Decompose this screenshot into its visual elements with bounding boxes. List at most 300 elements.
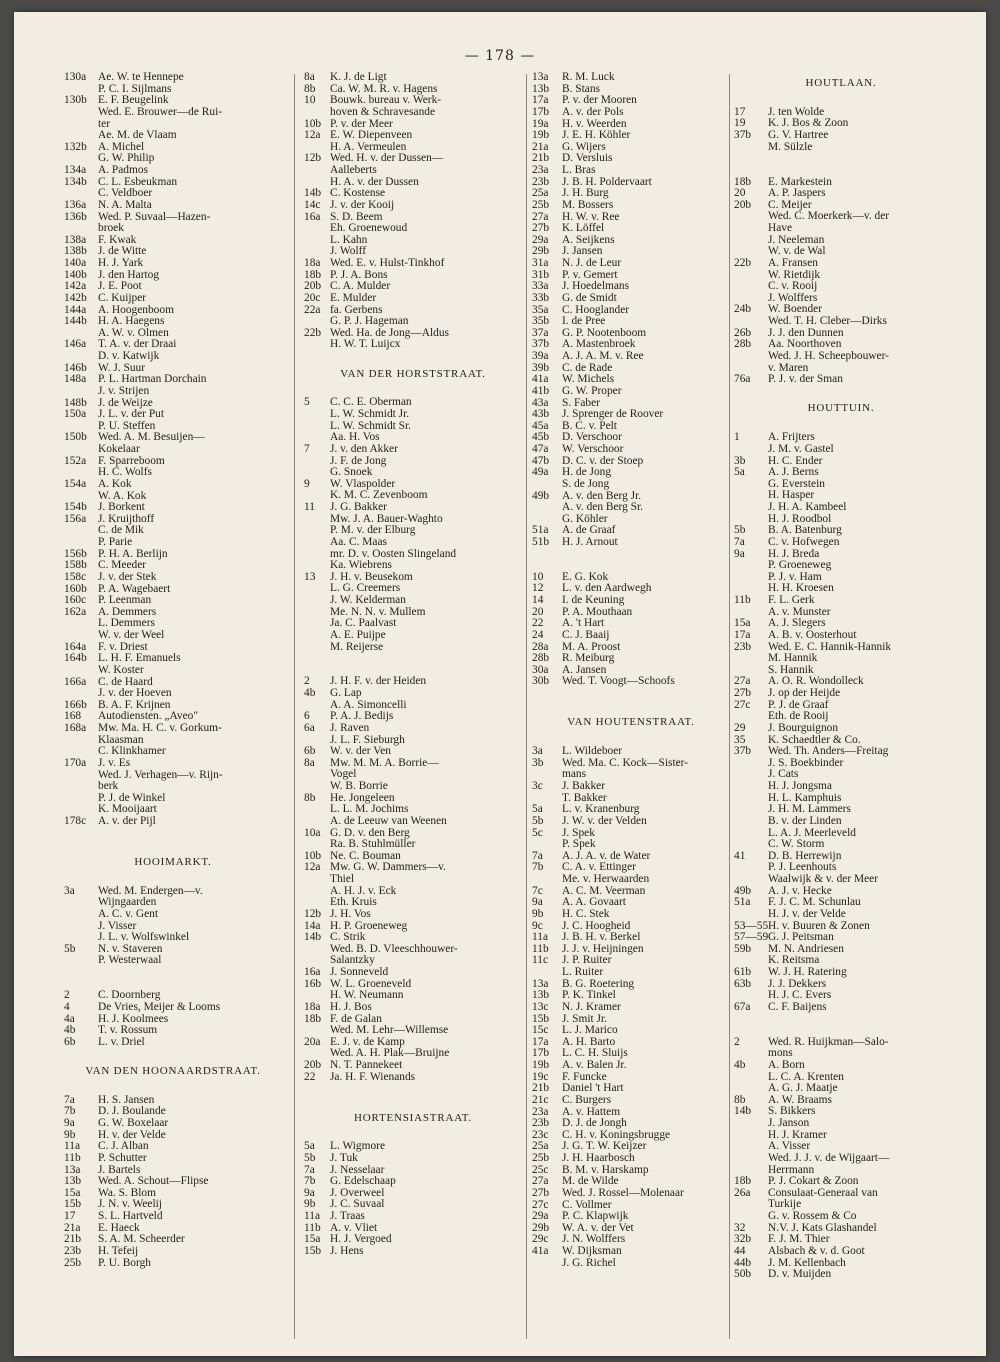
directory-entry (734, 118, 948, 130)
directory-entry (532, 1234, 730, 1246)
directory-entry (734, 1269, 948, 1281)
directory-entry (304, 781, 522, 793)
directory-entry (734, 211, 948, 223)
resident-name: S. Bikkers (768, 1106, 816, 1118)
resident-name: J. Traas (330, 1211, 365, 1223)
house-number: 12 (532, 582, 544, 595)
directory-entry (304, 944, 522, 956)
resident-name: Aa. Noorthoven (768, 339, 842, 351)
house-number: 59b (734, 942, 752, 955)
directory-entry (304, 642, 522, 654)
directory-entry (532, 107, 730, 119)
directory-entry (64, 1153, 282, 1165)
resident-name: C. v. Hofwegen (768, 536, 840, 548)
directory-entry (64, 432, 282, 444)
house-number: 20 (532, 605, 544, 618)
resident-name: T. A. v. der Draai (98, 339, 177, 351)
house-number: 30a (532, 663, 549, 676)
house-number (734, 1153, 768, 1165)
resident-name: L. C. A. Krenten (768, 1071, 844, 1083)
directory-entry (304, 432, 522, 444)
directory-entry (532, 386, 730, 398)
resident-name: C. de Mik (98, 525, 144, 537)
resident-name: A. Demmers (98, 606, 157, 618)
directory-entry (64, 235, 282, 247)
directory-entry (734, 746, 948, 758)
directory-entry (304, 549, 522, 561)
directory-entry (304, 1037, 522, 1049)
house-number: 43b (532, 408, 550, 421)
resident-name: E. G. Kok (562, 571, 609, 583)
directory-entry (64, 665, 282, 677)
resident-name: T. v. Rossum (98, 1025, 158, 1037)
resident-name: Daniel 't Hart (562, 1083, 624, 1095)
directory-entry (734, 595, 948, 607)
resident-name: J. Nesselaar (330, 1164, 385, 1176)
house-number: 35b (532, 315, 550, 328)
resident-name: N. v. Staveren (98, 943, 163, 955)
house-number (734, 1199, 768, 1211)
house-number: 27a (532, 1175, 549, 1188)
directory-entry (64, 409, 282, 421)
resident-name: A. W. Braams (768, 1094, 832, 1106)
resident-name: J. Wolffers (768, 292, 818, 304)
directory-entry (734, 456, 948, 468)
resident-name: A. Michel (98, 141, 145, 153)
house-number: 8a (304, 71, 315, 83)
directory-entry (64, 1106, 282, 1118)
resident-name: C. W. Storm (768, 839, 825, 851)
house-number (734, 560, 768, 572)
house-number: 168 (64, 710, 82, 723)
directory-entry (734, 1258, 948, 1270)
directory-entry (532, 491, 730, 503)
directory-entry (734, 270, 948, 282)
resident-name: Mw. J. A. Bauer-Waghto (330, 513, 443, 525)
house-number (734, 444, 768, 456)
resident-name: Bouwk. bureau v. Werk- (330, 95, 442, 107)
directory-entry (532, 897, 730, 909)
resident-name: K. Schaedtler & Co. (768, 734, 861, 746)
resident-name: W. Dijksman (562, 1246, 622, 1258)
house-number: 21a (64, 1221, 81, 1234)
house-number (64, 665, 98, 677)
resident-name: J. P. Ruiter (562, 955, 612, 967)
spacer (734, 153, 948, 165)
house-number (734, 211, 768, 223)
directory-entry (734, 258, 948, 270)
house-number: 45a (532, 419, 549, 432)
resident-name: M. N. Andriesen (768, 943, 844, 955)
resident-name: S. L. Hartveld (98, 1211, 163, 1223)
directory-entry (734, 642, 948, 654)
house-number: 11a (64, 1140, 81, 1153)
resident-name: J. J. den Dunnen (768, 327, 844, 339)
house-number: 21a (532, 140, 549, 153)
house-number: 24b (734, 303, 752, 316)
directory-entry (734, 316, 948, 328)
directory-entry (532, 955, 730, 967)
resident-name: Ja. H. F. Wienands (330, 1071, 416, 1083)
house-number: 148b (64, 396, 87, 409)
resident-name: S. A. M. Scheerder (98, 1234, 185, 1246)
resident-name: H. J. Arnout (562, 537, 618, 548)
resident-name: Wed. Ma. C. Kock—Sister- (562, 757, 689, 769)
resident-name: F. Sparreboom (98, 455, 165, 467)
street-heading: VAN DEN HOONAARDSTRAAT. (85, 1065, 261, 1078)
resident-name: Wed. A. H. Plak—Bruijne (330, 1048, 450, 1060)
directory-entry (304, 583, 522, 595)
house-number: 21b (64, 1233, 82, 1246)
resident-name: P. U. Borgh (98, 1257, 151, 1269)
directory-entry (734, 630, 948, 642)
house-number: 4b (734, 1058, 746, 1071)
directory-entry (532, 72, 730, 84)
directory-entry (532, 177, 730, 189)
house-number (304, 595, 330, 607)
directory-entry (734, 1223, 948, 1235)
resident-name: A. v. den Berg Jr. (562, 490, 642, 502)
resident-name: Have (768, 223, 793, 235)
resident-name: I. de Keuning (562, 595, 625, 607)
directory-entry (64, 781, 282, 793)
house-number: 9b (64, 1128, 76, 1141)
directory-entry (734, 177, 948, 189)
resident-name: K. Löffel (562, 223, 605, 235)
directory-entry (304, 1246, 522, 1258)
directory-entry (532, 1014, 730, 1026)
resident-name: broek (98, 223, 124, 235)
spacer (532, 700, 730, 712)
house-number (734, 502, 768, 514)
resident-name: P. J. de Graaf (768, 699, 829, 711)
resident-name: W. B. Borrie (330, 781, 388, 793)
directory-entry (304, 1223, 522, 1235)
resident-name: L. A. J. Meerleveld (768, 827, 856, 839)
resident-name: H. C. Ender (768, 455, 823, 467)
resident-name: W. Vlaspolder (330, 478, 396, 490)
resident-name: Wed. H. v. der Dussen— (330, 153, 444, 165)
house-number: 10b (304, 849, 322, 862)
directory-entry (304, 316, 522, 328)
house-number: 29a (532, 1210, 549, 1223)
resident-name: G. P. J. Hageman (330, 316, 409, 328)
directory-entry (734, 560, 948, 572)
resident-name: D. v. Muijden (768, 1269, 832, 1281)
house-number (734, 1130, 768, 1142)
directory-entry (532, 979, 730, 991)
resident-name: Wed. A. M. Besuijen— (98, 432, 205, 444)
house-number: 136b (64, 210, 87, 223)
directory-entry (304, 72, 522, 84)
house-number: 22 (532, 617, 544, 630)
resident-name: N. A. Malta (98, 199, 152, 211)
resident-name: C. Kuijper (98, 292, 147, 304)
directory-entry (532, 665, 730, 677)
directory-entry (304, 1048, 522, 1060)
resident-name: W. A. Kok (98, 490, 147, 502)
resident-name: J. Wolff (330, 246, 367, 258)
house-number: 154b (64, 501, 87, 514)
house-number: 4b (64, 1024, 76, 1037)
resident-name: Wed. R. Huijkman—Salo- (768, 1036, 889, 1048)
house-number (64, 921, 98, 933)
directory-entry (304, 607, 522, 619)
house-number: 164a (64, 640, 87, 653)
house-number: 28b (532, 652, 550, 665)
house-number: 25a (532, 187, 549, 200)
house-number: 8a (304, 756, 315, 769)
house-number (64, 897, 98, 909)
spacer (734, 95, 948, 107)
house-number: 49b (532, 489, 550, 502)
house-number: 10 (304, 94, 316, 107)
directory-entry (64, 1118, 282, 1130)
house-number: 27c (532, 1198, 549, 1211)
house-number (64, 630, 98, 642)
directory-entry (734, 351, 948, 363)
resident-name: Wijngaarden (98, 897, 157, 909)
resident-name: Waalwijk & v. der Meer (768, 874, 878, 886)
house-number (304, 525, 330, 537)
house-number: 23a (532, 164, 549, 176)
resident-name: A. B. v. Oosterhout (768, 629, 857, 641)
directory-entry (64, 1234, 282, 1246)
house-number (532, 479, 562, 491)
directory-entry (734, 235, 948, 247)
directory-entry (532, 421, 730, 433)
house-number (304, 781, 330, 793)
resident-name: M. Sülzle (768, 141, 813, 153)
resident-name: J. M. v. Gastel (768, 443, 834, 455)
house-number: 6b (304, 745, 316, 758)
house-number: 13c (532, 1000, 549, 1013)
resident-name: J. Bartels (98, 1164, 141, 1176)
house-number: 23a (532, 1105, 549, 1118)
directory-entry (734, 572, 948, 584)
directory-entry (734, 979, 948, 991)
house-number: 35a (532, 303, 549, 316)
resident-name: Ca. W. M. R. v. Hagens (330, 83, 438, 95)
house-number: 156b (64, 547, 87, 560)
directory-entry (532, 502, 730, 514)
directory-entry (532, 1130, 730, 1142)
house-number: 14 (532, 594, 544, 607)
directory-entry (304, 467, 522, 479)
street-heading: HOUTLAAN. (805, 77, 877, 89)
house-number: 14b (304, 931, 322, 944)
house-number: 22 (304, 1070, 316, 1083)
house-number: 6b (64, 1035, 76, 1048)
house-number (64, 688, 98, 700)
directory-entry (532, 851, 730, 863)
directory-entry (734, 1118, 948, 1130)
resident-name: Wed. M. Endergen—v. (98, 885, 203, 897)
resident-name: F. Funcke (562, 1071, 607, 1083)
resident-name: E. Haeck (98, 1222, 140, 1234)
directory-entry (734, 909, 948, 921)
directory-entry (734, 246, 948, 258)
directory-entry (532, 1246, 730, 1258)
spacer (64, 839, 282, 851)
directory-entry (734, 1199, 948, 1211)
resident-name: A. de Leeuw van Weenen (330, 815, 447, 827)
directory-entry (64, 1199, 282, 1211)
house-number: 17 (64, 1210, 76, 1223)
resident-name: L. Wigmore (330, 1141, 386, 1153)
house-number: 13b (532, 82, 550, 95)
house-number: 7c (532, 884, 543, 897)
resident-name: H. C. Wolfs (98, 467, 152, 479)
directory-entry (304, 1153, 522, 1165)
resident-name: H. J. C. Evers (768, 990, 832, 1002)
directory-entry (304, 955, 522, 967)
house-number (304, 816, 330, 828)
column-2 (304, 72, 522, 1258)
resident-name: W. Verschoor (562, 444, 624, 455)
house-number (64, 223, 98, 235)
directory-entry (304, 142, 522, 154)
resident-name: G. v. Rossem & Co (768, 1211, 857, 1223)
resident-name: J. de Weijze (98, 397, 153, 409)
resident-name: L. C. H. Sluijs (562, 1048, 628, 1060)
spacer (734, 386, 948, 398)
directory-entry (734, 851, 948, 863)
directory-entry (532, 839, 730, 851)
resident-name: P. H. A. Berlijn (98, 548, 168, 560)
directory-entry (734, 1106, 948, 1118)
directory-entry (532, 119, 730, 131)
directory-entry (304, 270, 522, 282)
resident-name: H. A. Haegens (98, 316, 165, 328)
resident-name: G. V. Hartree (768, 130, 829, 142)
resident-name: A. C. M. Veerman (562, 885, 646, 897)
resident-name: L. Bras (562, 165, 596, 176)
resident-name: A. de Graaf (562, 525, 616, 537)
house-number (734, 351, 768, 363)
resident-name: A. Visser (768, 1141, 811, 1153)
directory-entry (64, 270, 282, 282)
spacer (734, 421, 948, 433)
resident-name: Wed. M. Lehr—Willemse (330, 1025, 449, 1037)
directory-entry (532, 525, 730, 537)
house-number: 20b (734, 198, 752, 211)
house-number (734, 572, 768, 584)
directory-entry (304, 688, 522, 700)
resident-name: F. J. C. M. Schunlau (768, 897, 861, 909)
resident-name: F. J. M. Thier (768, 1234, 830, 1246)
resident-name: Alsbach & v. d. Goot (768, 1245, 865, 1257)
directory-entry (532, 781, 730, 793)
directory-entry (734, 711, 948, 723)
directory-entry (734, 130, 948, 142)
directory-entry (64, 177, 282, 189)
resident-name: A. J. A. M. v. Ree (562, 351, 644, 362)
resident-name: mans (562, 769, 587, 781)
house-number: 21b (532, 1082, 550, 1095)
resident-name: Wed. P. Suvaal—Hazen- (98, 211, 211, 223)
directory-entry (734, 467, 948, 479)
directory-entry (64, 293, 282, 305)
directory-entry (64, 1037, 282, 1049)
house-number: 146a (64, 338, 87, 351)
resident-name: H. C. Stek (562, 908, 610, 920)
resident-name: A. Mastenbroek (562, 339, 636, 351)
resident-name: mons (768, 1048, 793, 1060)
resident-name: D. B. Herrewijn (768, 850, 842, 862)
resident-name: P. Groeneweg (768, 560, 832, 572)
directory-entry (64, 700, 282, 712)
house-number: 25c (532, 1163, 549, 1176)
resident-name: J. Cats (768, 769, 799, 781)
directory-entry (64, 688, 282, 700)
directory-entry (64, 130, 282, 142)
resident-name: A. A. Govaart (562, 897, 626, 909)
directory-entry (734, 1153, 948, 1165)
directory-entry (532, 874, 730, 886)
resident-name: F. de Galan (330, 1013, 382, 1025)
resident-name: C. de Haard (98, 676, 153, 688)
resident-name: C. J. Baaij (562, 629, 610, 641)
directory-entry (532, 746, 730, 758)
resident-name: P. U. Steffen (98, 420, 156, 432)
resident-name: J. v. Strijen (98, 385, 150, 397)
house-number: 37b (734, 129, 752, 142)
house-number: 140b (64, 268, 87, 281)
directory-entry (532, 1095, 730, 1107)
house-number: 144a (64, 303, 87, 316)
directory-entry (532, 223, 730, 235)
directory-entry (304, 84, 522, 96)
house-number: 2 (304, 675, 310, 688)
house-number (64, 351, 98, 363)
directory-entry (532, 583, 730, 595)
house-number: 44b (734, 1256, 752, 1269)
house-number (304, 630, 330, 642)
resident-name: He. Jongeleen (330, 792, 395, 804)
resident-name: H. J. Vergoed (330, 1234, 392, 1246)
house-number: 57—59 (734, 931, 769, 944)
house-number: 41a (532, 1245, 549, 1258)
directory-entry (532, 1258, 730, 1270)
house-number: 5a (304, 1140, 315, 1153)
directory-entry (304, 990, 522, 1002)
directory-entry (304, 816, 522, 828)
resident-name: C. A. v. Ettinger (562, 862, 636, 874)
directory-entry (304, 967, 522, 979)
directory-entry (532, 246, 730, 258)
house-number: 6 (304, 710, 310, 723)
directory-entry (304, 1188, 522, 1200)
directory-entry (734, 1176, 948, 1188)
directory-entry (734, 537, 948, 549)
resident-name: J. H. Vos (330, 908, 371, 920)
house-number: 31a (532, 257, 549, 269)
resident-name: R. Meiburg (562, 653, 615, 665)
directory-entry (532, 235, 730, 247)
directory-entry (532, 618, 730, 630)
house-number (64, 781, 98, 793)
directory-entry (734, 874, 948, 886)
directory-entry (64, 491, 282, 503)
directory-entry (304, 281, 522, 293)
directory-entry (532, 1211, 730, 1223)
directory-entry (734, 769, 948, 781)
resident-name: G. Lap (330, 688, 362, 700)
directory-entry (64, 351, 282, 363)
resident-name: Klaasman (98, 734, 144, 746)
resident-name: A. Padmos (98, 165, 148, 176)
